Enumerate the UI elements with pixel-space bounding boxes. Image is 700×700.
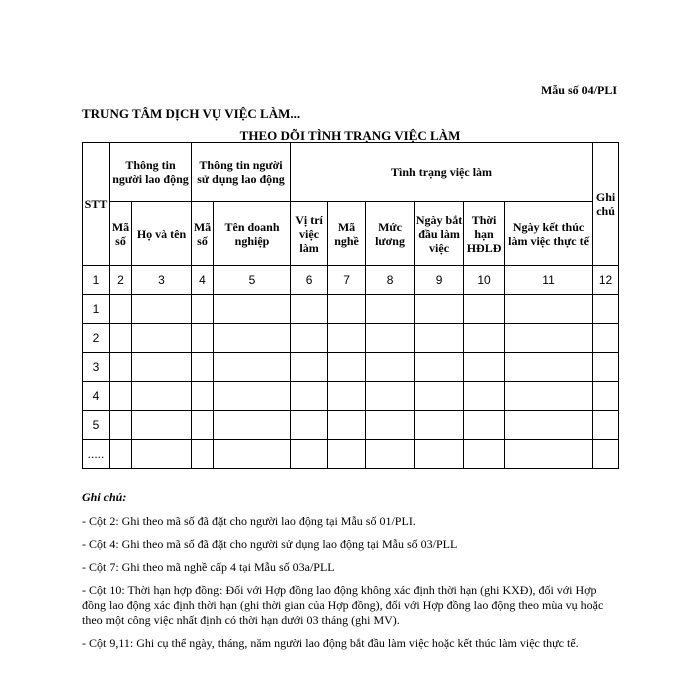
table-cell — [415, 440, 464, 469]
table-cell — [464, 353, 505, 382]
table-cell — [505, 295, 593, 324]
header-worker-name: Họ và tên — [132, 202, 192, 266]
note-item: - Cột 10: Thời hạn hợp đồng: Đối với Hợp đồng lao động không xác định thời hạn (ghi KXĐ), đối với Hợp đồng lao động xác định thời hạn (ghi thời gian của Hợp đồng), đối với Hợp đồng lao động theo mùa vụ hoặc theo một công việc nhất định có thời hạn dưới 03 tháng (ghi MV). — [82, 583, 604, 627]
column-number-row — [83, 266, 619, 295]
table-cell — [505, 382, 593, 411]
table-cell — [110, 440, 132, 469]
table-cell — [214, 324, 291, 353]
column-number: 6 — [291, 266, 328, 295]
table-cell — [366, 295, 415, 324]
table-cell — [415, 324, 464, 353]
table-cell — [132, 411, 192, 440]
row-stt: 1 — [83, 295, 110, 324]
header-salary: Mức lương — [366, 202, 415, 266]
table-cell — [593, 295, 619, 324]
table-cell — [415, 353, 464, 382]
table-cell — [291, 295, 328, 324]
row-stt: 2 — [83, 324, 110, 353]
table-cell — [328, 353, 366, 382]
table-cell — [593, 440, 619, 469]
row-stt: ..... — [83, 440, 110, 469]
table-cell — [366, 353, 415, 382]
table-cell — [593, 324, 619, 353]
table-row — [83, 353, 619, 382]
table-cell — [366, 382, 415, 411]
table-cell — [110, 295, 132, 324]
column-number: 9 — [415, 266, 464, 295]
table-cell — [415, 382, 464, 411]
table-cell — [505, 411, 593, 440]
table-cell — [415, 295, 464, 324]
table-cell — [214, 353, 291, 382]
table-cell — [192, 295, 214, 324]
header-worker-code: Mã số — [110, 202, 132, 266]
header-contract-term: Thời hạn HĐLĐ — [464, 202, 505, 266]
column-number: 7 — [328, 266, 366, 295]
header-job-code: Mã nghề — [328, 202, 366, 266]
notes-title: Ghi chú: — [82, 490, 127, 504]
table-cell — [192, 324, 214, 353]
table-cell — [214, 440, 291, 469]
table-cell — [593, 382, 619, 411]
table-cell — [214, 382, 291, 411]
header-employment-group: Tình trạng việc làm — [291, 143, 593, 202]
table-cell — [110, 324, 132, 353]
table-cell — [505, 440, 593, 469]
row-stt: 5 — [83, 411, 110, 440]
table-cell — [328, 324, 366, 353]
table-cell — [328, 295, 366, 324]
table-cell — [464, 382, 505, 411]
column-number: 11 — [505, 266, 593, 295]
header-worker-group: Thông tin người lao động — [110, 143, 192, 202]
table-row — [83, 382, 619, 411]
table-cell — [192, 382, 214, 411]
table-cell — [214, 295, 291, 324]
table-cell — [291, 411, 328, 440]
header-row-2 — [83, 202, 619, 266]
header-end-date: Ngày kết thúc làm việc thực tế — [505, 202, 593, 266]
note-item: - Cột 2: Ghi theo mã số đã đặt cho người lao động tại Mẫu số 01/PLI. — [82, 514, 416, 528]
table-cell — [593, 411, 619, 440]
table-cell — [464, 295, 505, 324]
note-item: - Cột 7: Ghi theo mã nghề cấp 4 tại Mẫu số 03a/PLL — [82, 560, 335, 574]
table-row — [83, 411, 619, 440]
header-start-date: Ngày bắt đầu làm việc — [415, 202, 464, 266]
column-number: 12 — [593, 266, 619, 295]
header-position: Vị trí việc làm — [291, 202, 328, 266]
table-cell — [132, 295, 192, 324]
column-number: 10 — [464, 266, 505, 295]
table-cell — [192, 353, 214, 382]
column-number: 1 — [83, 266, 110, 295]
table-cell — [291, 382, 328, 411]
notes-section — [82, 490, 622, 659]
row-stt: 4 — [83, 382, 110, 411]
table-cell — [505, 324, 593, 353]
header-note: Ghi chú — [593, 143, 619, 266]
table-cell — [415, 411, 464, 440]
table-cell — [366, 440, 415, 469]
table-cell — [366, 411, 415, 440]
center-name: TRUNG TÂM DỊCH VỤ VIỆC LÀM... — [82, 106, 301, 121]
table-cell — [464, 411, 505, 440]
form-number: Mẫu số 04/PLI — [540, 83, 617, 97]
table-row — [83, 324, 619, 353]
column-number: 5 — [214, 266, 291, 295]
data-rows — [83, 295, 619, 469]
table-cell — [291, 353, 328, 382]
table-cell — [328, 440, 366, 469]
table-cell — [192, 411, 214, 440]
table-cell — [593, 353, 619, 382]
table-title: THEO DÕI TÌNH TRẠNG VIỆC LÀM — [239, 128, 461, 143]
header-employer-code: Mã số — [192, 202, 214, 266]
column-number: 8 — [366, 266, 415, 295]
table-cell — [505, 353, 593, 382]
table-cell — [214, 411, 291, 440]
header-employer-group: Thông tin người sử dụng lao động — [192, 143, 291, 202]
table-cell — [328, 411, 366, 440]
table-cell — [110, 382, 132, 411]
column-number: 4 — [192, 266, 214, 295]
table-cell — [291, 324, 328, 353]
table-cell — [132, 382, 192, 411]
table-cell — [328, 382, 366, 411]
note-item: - Cột 4: Ghi theo mã số đã đặt cho người sử dụng lao động tại Mẫu số 03/PLL — [82, 537, 458, 551]
column-number: 2 — [110, 266, 132, 295]
column-number: 3 — [132, 266, 192, 295]
table-cell — [366, 324, 415, 353]
table-cell — [132, 324, 192, 353]
table-cell — [291, 440, 328, 469]
employment-tracking-table — [82, 142, 619, 469]
note-item: - Cột 9,11: Ghi cụ thể ngày, tháng, năm người lao động bắt đầu làm việc hoặc kết thúc làm việc thực tế. — [82, 636, 579, 650]
table-cell — [110, 353, 132, 382]
table-cell — [192, 440, 214, 469]
table-row — [83, 440, 619, 469]
header-employer-name: Tên doanh nghiệp — [214, 202, 291, 266]
table-row — [83, 295, 619, 324]
table-cell — [132, 440, 192, 469]
table-cell — [464, 324, 505, 353]
table-cell — [132, 353, 192, 382]
row-stt: 3 — [83, 353, 110, 382]
table-cell — [464, 440, 505, 469]
table-cell — [110, 411, 132, 440]
header-stt: STT — [83, 143, 110, 266]
header-row-1 — [83, 143, 619, 202]
